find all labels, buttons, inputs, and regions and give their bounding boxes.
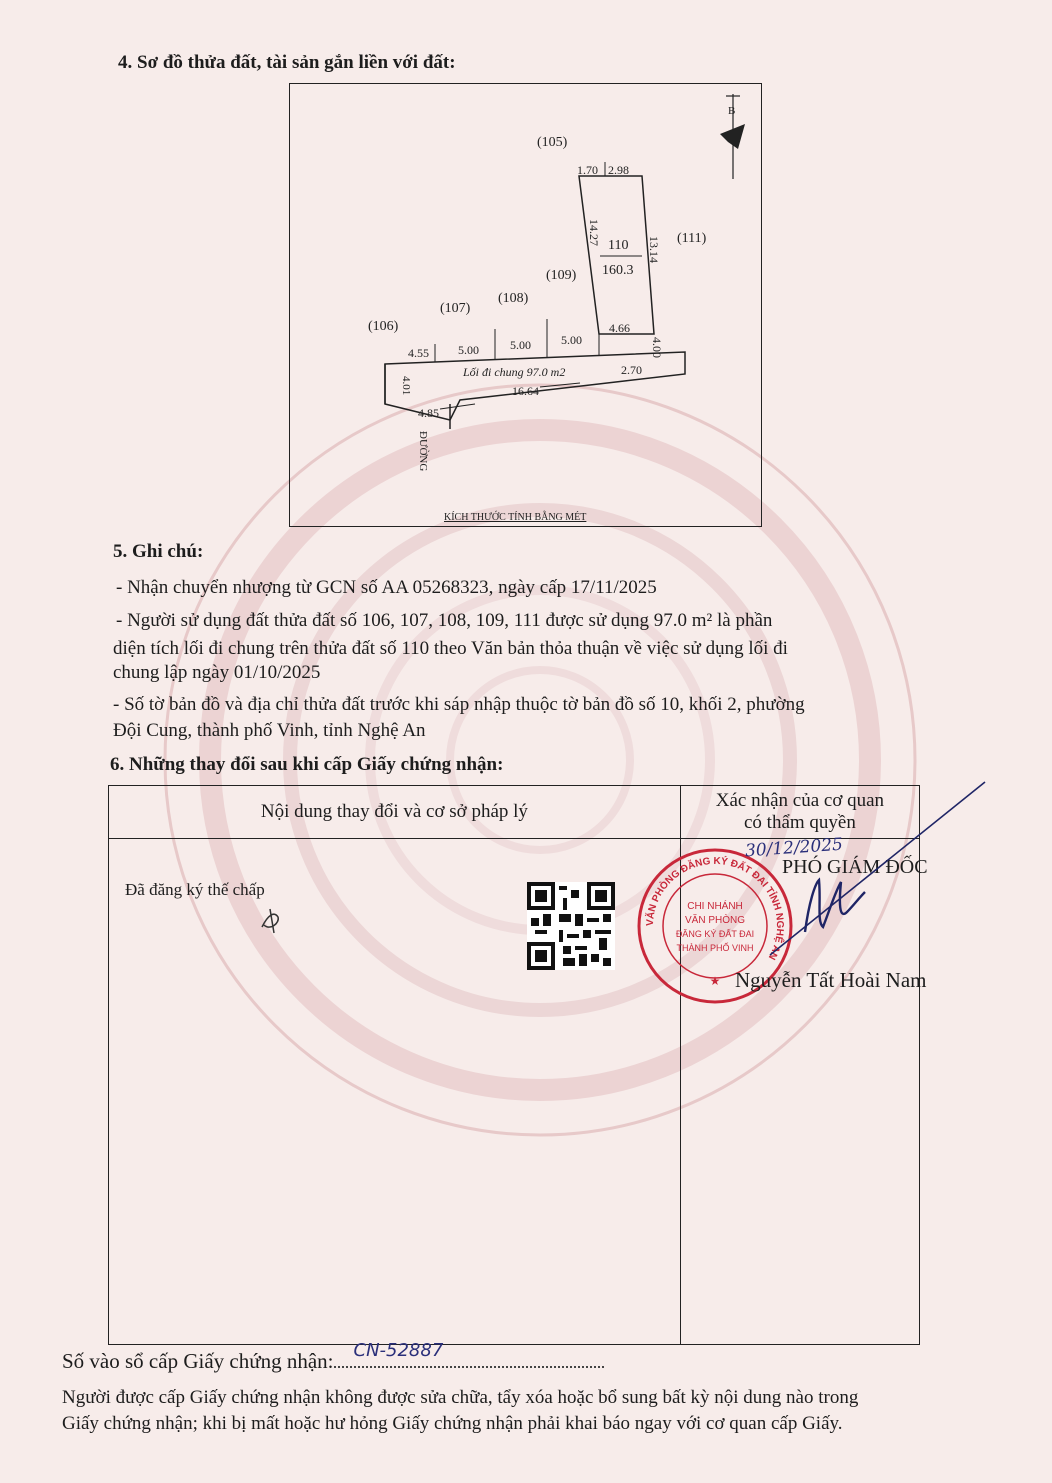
section-5-heading: 5. Ghi chú: — [113, 541, 204, 562]
footer-line-2: Giấy chứng nhận; khi bị mất hoặc hư hỏng Giấy chứng nhận phải khai báo ngay với cơ quan cấp Giấy. — [62, 1413, 843, 1434]
qr-code — [527, 882, 615, 970]
dim-466: 4.66 — [609, 321, 630, 335]
stamp-line-3: ĐĂNG KÝ ĐẤT ĐAI — [675, 929, 755, 939]
road-label: ĐƯỜNG — [417, 431, 429, 472]
dim-270: 2.70 — [621, 363, 642, 377]
note-line-1: - Nhận chuyển nhượng từ GCN số AA 05268323, ngày cấp 17/11/2025 — [116, 577, 657, 598]
parcel-110-number: 110 — [608, 238, 629, 253]
stamp-line-2: VĂN PHÒNG — [684, 915, 746, 926]
scale-note: KÍCH THƯỚC TÍNH BẰNG MÉT — [444, 512, 587, 523]
stamp-outer-text: VĂN PHÒNG ĐĂNG KÝ ĐẤT ĐAI TỈNH NGHỆ AN — [644, 855, 786, 962]
note-line-6: Đội Cung, thành phố Vinh, tỉnh Nghệ An — [113, 720, 426, 741]
dim-1664: 16.64 — [512, 384, 539, 398]
registry-label: Số vào sổ cấp Giấy chứng nhận: — [62, 1349, 334, 1373]
parcel-108-label: (108) — [498, 291, 529, 306]
dim-left-side: 14.27 — [587, 219, 601, 246]
stamp-star-icon: ★ — [709, 974, 721, 988]
parcel-105-label: (105) — [537, 135, 568, 150]
dim-500-b: 5.00 — [510, 338, 531, 352]
land-plot-diagram — [289, 83, 762, 527]
parcel-106-label: (106) — [368, 319, 399, 334]
signer-title: PHÓ GIÁM ĐỐC — [782, 856, 928, 878]
footer-text — [62, 1385, 1022, 1437]
dim-400: 4.00 — [650, 337, 664, 358]
dim-500-c: 5.00 — [561, 333, 582, 347]
parcel-111-label: (111) — [677, 231, 707, 246]
note-line-5: - Số tờ bản đồ và địa chỉ thửa đất trước khi sáp nhập thuộc tờ bản đồ số 10, khối 2, phường — [113, 694, 805, 715]
stamp-line-1: CHI NHÁNH — [687, 901, 743, 912]
stamp-line-4: THÀNH PHỐ VINH — [676, 943, 754, 953]
registry-value: CN-52887 — [353, 1340, 444, 1361]
parcel-110-area: 160.3 — [602, 263, 634, 278]
dim-right-side: 13.14 — [647, 236, 661, 263]
initial-mark — [258, 905, 284, 935]
dim-top-left: 1.70 — [577, 163, 598, 177]
shared-path-label: Lối đi chung 97.0 m2 — [463, 365, 566, 379]
north-arrow-icon — [720, 94, 745, 179]
signature — [795, 872, 875, 942]
parcel-107-label: (107) — [440, 301, 471, 316]
entry-text: Đã đăng ký thế chấp — [125, 880, 265, 899]
dim-top-right: 2.98 — [608, 163, 629, 177]
north-label: B — [728, 105, 736, 117]
registry-value-line — [334, 1340, 604, 1368]
registry-row — [62, 1340, 604, 1374]
col-header-content: Nội dung thay đổi và cơ sở pháp lý — [109, 786, 681, 839]
note-line-4: chung lập ngày 01/10/2025 — [113, 662, 321, 683]
col-header-authority-line1: Xác nhận của cơ quan — [715, 790, 885, 811]
dim-455: 4.55 — [408, 346, 429, 360]
signer-name: Nguyễn Tất Hoài Nam — [735, 968, 927, 992]
note-line-2: - Người sử dụng đất thửa đất số 106, 107, 108, 109, 111 được sử dụng 97.0 m² là phần — [116, 610, 773, 631]
footer-line-1: Người được cấp Giấy chứng nhận không được sửa chữa, tẩy xóa hoặc bổ sung bất kỳ nội dung nào trong — [62, 1387, 859, 1408]
parcel-109-label: (109) — [546, 268, 577, 283]
section-4-heading: 4. Sơ đồ thửa đất, tài sản gắn liền với đất: — [118, 52, 456, 73]
col-header-authority-line2: có thẩm quyền — [743, 812, 856, 833]
note-line-3: diện tích lối đi chung trên thửa đất số 110 theo Văn bản thỏa thuận về việc sử dụng lối đi — [113, 638, 788, 659]
dim-485: 4.85 — [418, 406, 439, 420]
dim-500-a: 5.00 — [458, 343, 479, 357]
section-6-heading: 6. Những thay đổi sau khi cấp Giấy chứng nhận: — [110, 754, 504, 775]
dim-401: 4.01 — [400, 376, 412, 396]
handwritten-date: 30/12/2025 — [744, 834, 844, 862]
